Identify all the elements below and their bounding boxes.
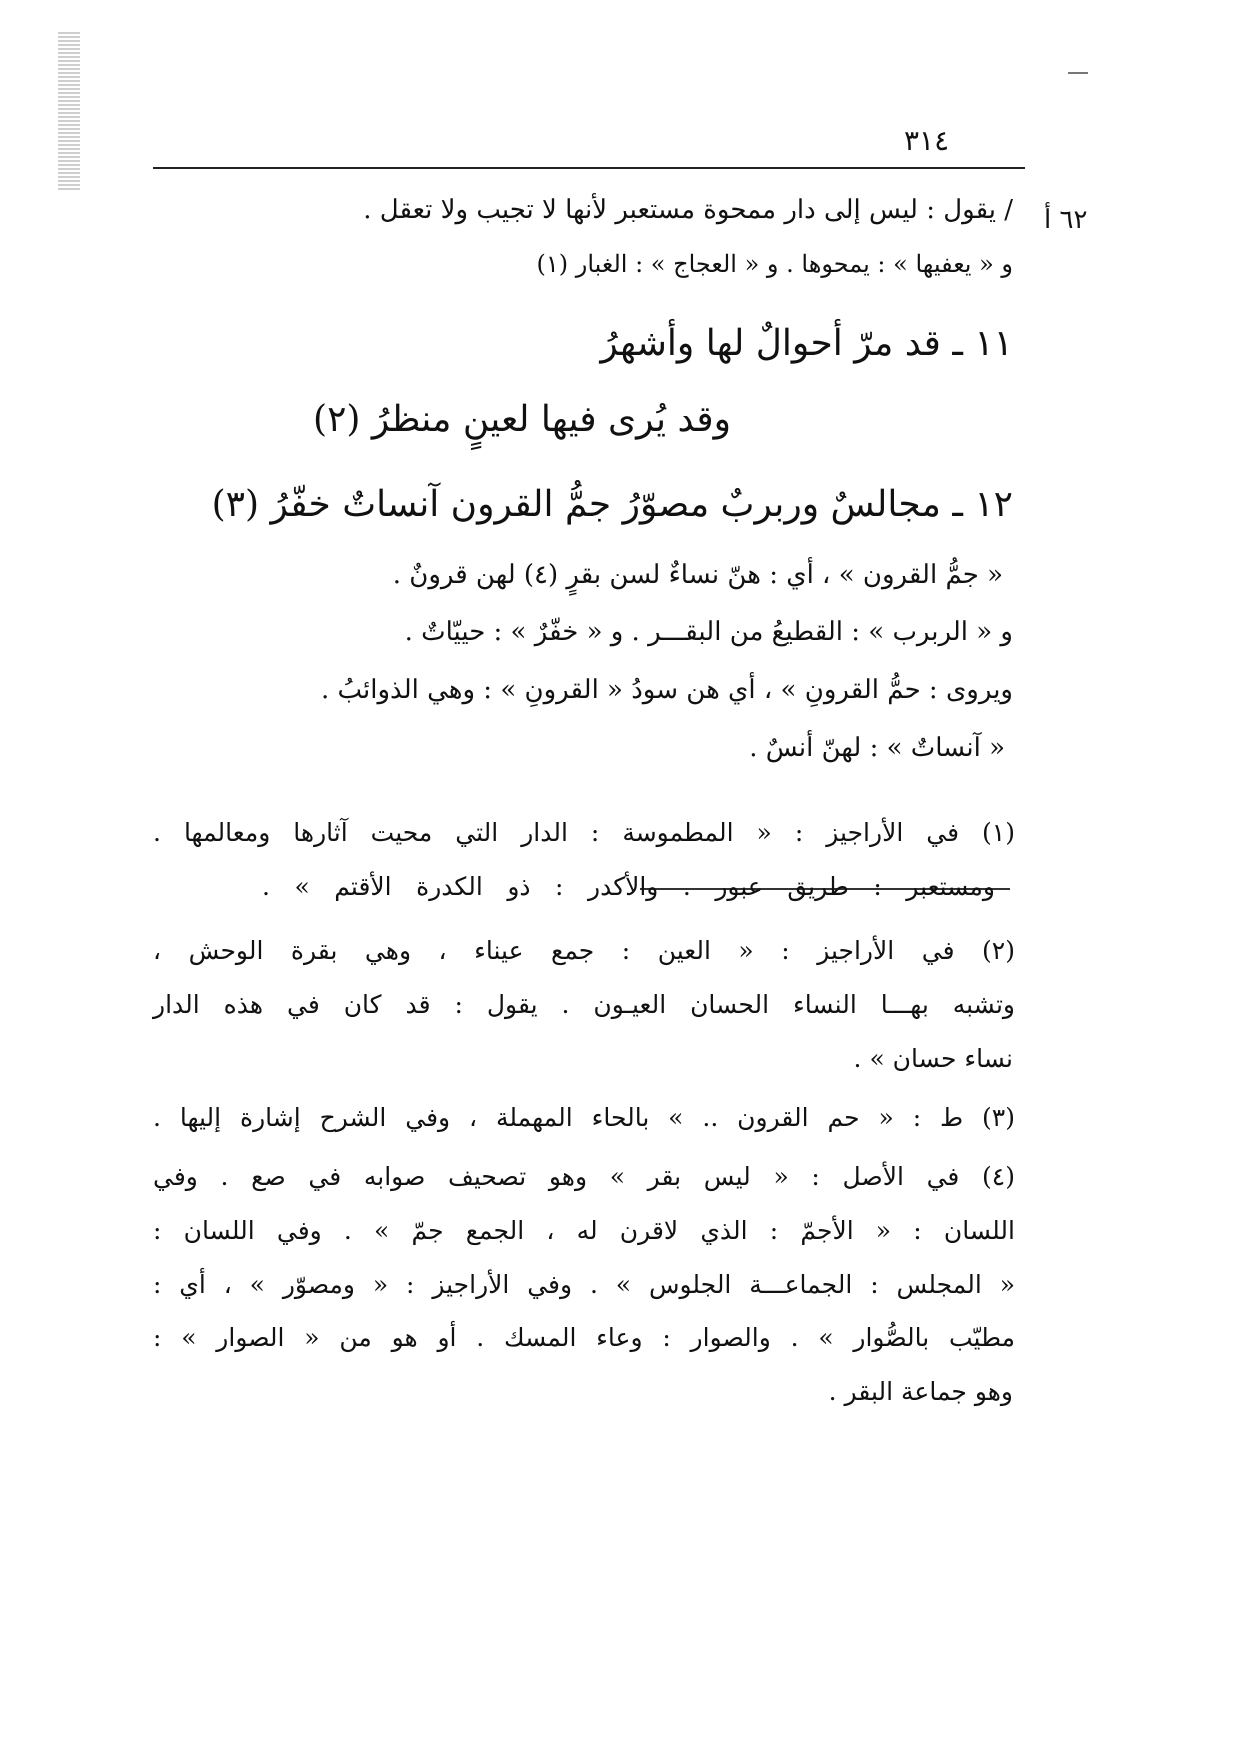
- explanation-line: و « الربرب » : القطيعُ من البقـــر . و « خفّرٌ » : حييّاتٌ .: [404, 617, 1013, 647]
- page-number: ٣١٤: [904, 124, 950, 157]
- commentary-line: و « يعفيها » : يمحوها . و « العجاج » : الغبار (١): [536, 250, 1013, 278]
- footnote-line: (٢) في الأراجيز : « العين : جمع عيناء ، وهي بقرة الوحش ،: [153, 936, 1015, 965]
- explanation-line: « جمُّ القرون » ، أي : هنّ نساءٌ لسن بقرٍ (٤) لهن قرونٌ .: [392, 560, 1003, 590]
- footnote-line: نساء حسان » .: [853, 1044, 1013, 1073]
- commentary-line: / يقول : ليس إلى دار ممحوة مستعبر لأنها لا تجيب ولا تعقل .: [363, 195, 1013, 225]
- margin-reference: ٦٢ أ: [1044, 205, 1088, 235]
- verse-line: ١١ ـ قد مرّ أحوالٌ لها وأشهرُ: [600, 323, 1013, 364]
- footnote-line: اللسان : « الأجمّ : الذي لاقرن له ، الجمع جمّ » . وفي اللسان :: [153, 1216, 1015, 1245]
- footnote-line: (٤) في الأصل : « ليس بقر » وهو تصحيف صوابه في صع . وفي: [153, 1162, 1015, 1191]
- footnote-line: وتشبه بهـــا النساء الحسان العيـون . يقول : قد كان في هذه الدار: [153, 990, 1015, 1019]
- footnote-line: « المجلس : الجماعـــة الجلوس » . وفي الأراجيز : « ومصوّر » ، أي :: [153, 1270, 1015, 1299]
- explanation-line: ويروى : حمُّ القرونِ » ، أي هن سودُ « القرونِ » : وهي الذوائبُ .: [320, 675, 1013, 705]
- footnote-line: (١) في الأراجيز : « المطموسة : الدار التي محيت آثارها ومعالمها .: [153, 818, 1015, 847]
- footnote-line: (٣) ط : « حم القرون .. » بالحاء المهملة ، وفي الشرح إشارة إليها .: [153, 1103, 1015, 1132]
- scan-corner-mark: [1068, 72, 1088, 74]
- header-rule: [153, 167, 1025, 169]
- footnote-line: ومستعبر : طريق عبور . والأكدر : ذو الكدرة الأقتم » .: [262, 872, 995, 901]
- explanation-line: « آنساتٌ » : لهنّ أنسٌ .: [749, 733, 1005, 763]
- verse-line: ١٢ ـ مجالسٌ وربربٌ مصوّرُ جمُّ القرون آنساتٌ خفّرُ (٣): [211, 484, 1013, 525]
- scan-edge-artifact: [58, 30, 80, 190]
- footnote-line: مطيّب بالصُّوار » . والصوار : وعاء المسك . أو هو من « الصوار » :: [153, 1323, 1015, 1352]
- verse-line: وقد يُرى فيها لعينٍ منظرُ (٢): [313, 399, 731, 440]
- footnote-line: وهو جماعة البقر .: [828, 1377, 1013, 1406]
